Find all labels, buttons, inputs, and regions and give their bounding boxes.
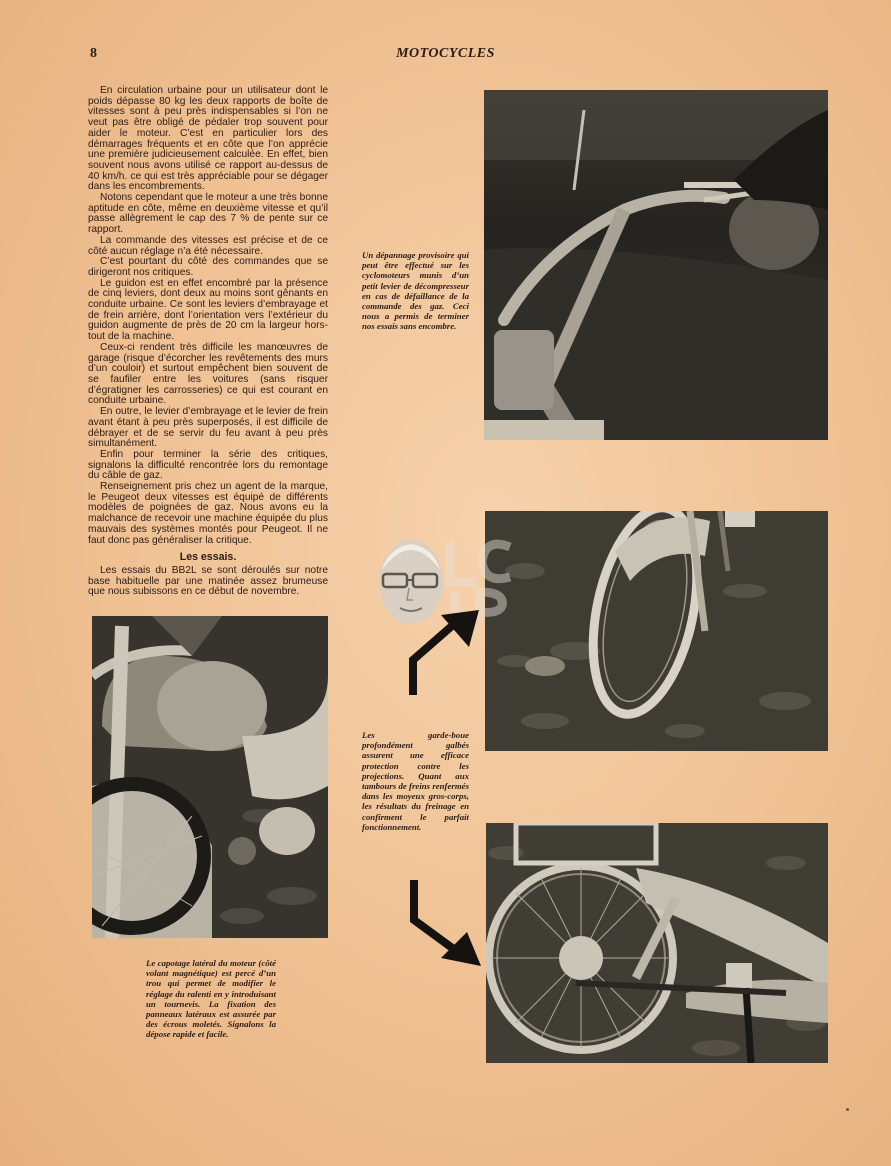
arrow-up-right-icon (405, 605, 485, 695)
paragraph: Enfin pour terminer la série des critiques, signalons la difficulté rencontrée lors du remontage du câble de gaz. (88, 448, 328, 482)
paragraph: Les essais du BB2L se sont déroulés sur notre base habituelle par une matinée assez brumeuse que nous subissons en ce début de novembre. (88, 564, 328, 598)
running-title: MOTOCYCLES (396, 46, 495, 61)
paper-spot (846, 1108, 849, 1111)
photo-engine-cover (92, 616, 328, 938)
paragraph: C’est pourtant du côté des commandes que se dirigeront nos critiques. (88, 256, 328, 278)
paragraph: Renseignement pris chez un agent de la marque, le Peugeot deux vitesses est équipé de différents modèles de poignées de gaz. Nous avons eu la malchance de recevoir une machine équipée du plus mauvais des systèmes montés pour Peugeot. Il ne faut donc pas généraliser la critique. (88, 481, 328, 546)
article-body (88, 86, 328, 598)
arrow-down-right-icon (405, 880, 485, 970)
paragraph: Le guidon est en effet encombré par la présence de cinq leviers, dont deux au moins sont gênants en conduite urbaine. Ce sont les leviers d’embrayage et de frein arrière, dont l’orientation vers l’extérieur du guidon augmente de près de 20 cm la largeur hors-tout de la machine. (88, 277, 328, 343)
paragraph: La commande des vitesses est précise et de ce côté aucun réglage n’a été nécessaire. (88, 234, 328, 257)
caption-handlebar: Un dépannage provisoire qui peut être effectué sur les cyclomoteurs munis d’un petit levier de décompresseur en cas de défaillance de la commande des gaz. Ceci nous a permis de terminer nos essais sans encombre. (362, 250, 469, 332)
paragraph: En circulation urbaine pour un utilisateur dont le poids dépasse 80 kg les deux rapports de boîte de vitesses sont à peu près indispensables si l’on ne veut pas être obligé de pédaler trop souvent pour aider le moteur. C’est en particulier lors des démarrages fréquents et en côte que l’on apprécie une première judicieusement calculée. En effet, bien souvent nous avons utilisé ce rapport au-dessus de 40 km/h. ce qui est très appréciable pour se dégager dans les encombrements. (88, 85, 328, 193)
photo-mudguard (485, 511, 828, 751)
photo-rear-wheel (486, 823, 828, 1063)
paragraph: Ceux-ci rendent très difficile les manœuvres de garage (risque d’écorcher les revêtements des murs d’un couloir) et surtout empêchent bien souvent de se faufiler entre les voitures (sans risquer d’égratigner les carrosseries) ce qui est courant en conduite urbaine. (88, 341, 328, 407)
caption-engine-cover: Le capotage latéral du moteur (côté volant magnétique) est percé d’un trou qui permet de modifier le réglage du ralenti en y introduisant un tournevis. La fixation des panneaux latéraux est assurée par des écrous moletés. Signalons la dépose rapide et facile. (146, 958, 276, 1040)
caption-mudguards: Les garde-boue profondément galbés assurent une efficace protection contre les projections. Quant aux tambours de freins renfermés dans les moyeux gros-corps, les résultats du freinage en confirment le parfait fonctionnement. (362, 730, 469, 832)
paragraph: En outre, le levier d’embrayage et le levier de frein avant étant à peu près superposés, il est difficile de débrayer et de se servir du feu avant à peu près simultanément. (88, 406, 328, 450)
photo-handlebar (484, 90, 828, 440)
section-heading: Les essais. (179, 551, 237, 564)
page-number: 8 (90, 46, 97, 61)
paragraph: Notons cependant que le moteur a une très bonne aptitude en côte, même en deuxième vitesse et qu’il passe allègrement le cap des 7 % de pente sur ce rapport. (88, 192, 328, 236)
